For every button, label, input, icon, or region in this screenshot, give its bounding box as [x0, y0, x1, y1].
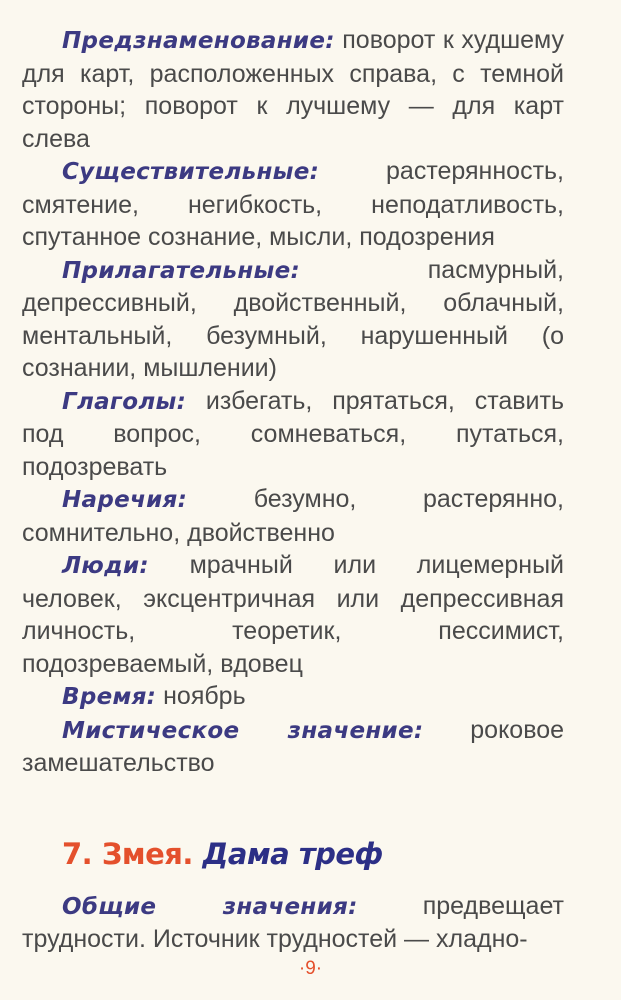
- entry-text: роковое замешательство: [22, 715, 564, 777]
- entry-term: Люди:: [62, 553, 149, 579]
- entry-text: пасмурный, депрессивный, двойственный, облачный, ментальный, безумный, нарушенный (о сознании, мышлении): [22, 255, 564, 382]
- entry-text: безумно, растерянно, сомнительно, двойственно: [22, 485, 564, 547]
- section-card: Дама треф: [202, 836, 383, 871]
- entry-term: Глаголы:: [62, 388, 187, 415]
- entry-general-meaning: [22, 890, 564, 956]
- section-heading: [22, 836, 564, 872]
- entry-people: [22, 549, 564, 680]
- entry-nouns: [22, 155, 564, 254]
- entry-adverbs: [22, 483, 564, 549]
- entry-term: Предзнаменование:: [62, 28, 335, 54]
- entry-term: Мистическое значение:: [62, 717, 424, 744]
- entry-text: мрачный или лицемерный человек, эксцентричная или депрессивная личность, теоретик, пессимист, подозреваемый, вдовец: [22, 551, 564, 678]
- section-number: 7.: [62, 836, 93, 871]
- entry-omen: [22, 24, 564, 155]
- spacer: [22, 872, 564, 890]
- entry-term: Наречия:: [62, 487, 188, 513]
- entry-text: избегать, прятаться, ставить под вопрос, сомневаться, путаться, подозревать: [22, 386, 564, 481]
- entry-term: Существительные:: [62, 159, 320, 185]
- entry-text: растерянность, смятение, негибкость, неподатливость, спутанное сознание, мысли, подозрения: [22, 157, 564, 251]
- section-name: Змея.: [101, 836, 193, 871]
- entry-term: Общие значения:: [62, 893, 358, 920]
- page-number: ·9·: [298, 958, 323, 979]
- entry-time: [22, 680, 564, 714]
- entry-mystic: [22, 714, 564, 780]
- entry-verbs: [22, 385, 564, 484]
- entry-adjectives: [22, 254, 564, 385]
- entry-term: Прилагательные:: [62, 257, 301, 284]
- page-content: [22, 24, 564, 956]
- entry-text: ноябрь: [156, 682, 246, 710]
- entry-text: поворот к худшему для карт, расположенных справа, с темной стороны; поворот к лучшему — для карт слева: [22, 26, 564, 153]
- entry-text: предвещает трудности. Источник трудностей — хладно-: [22, 891, 564, 953]
- entry-term: Время:: [62, 684, 157, 710]
